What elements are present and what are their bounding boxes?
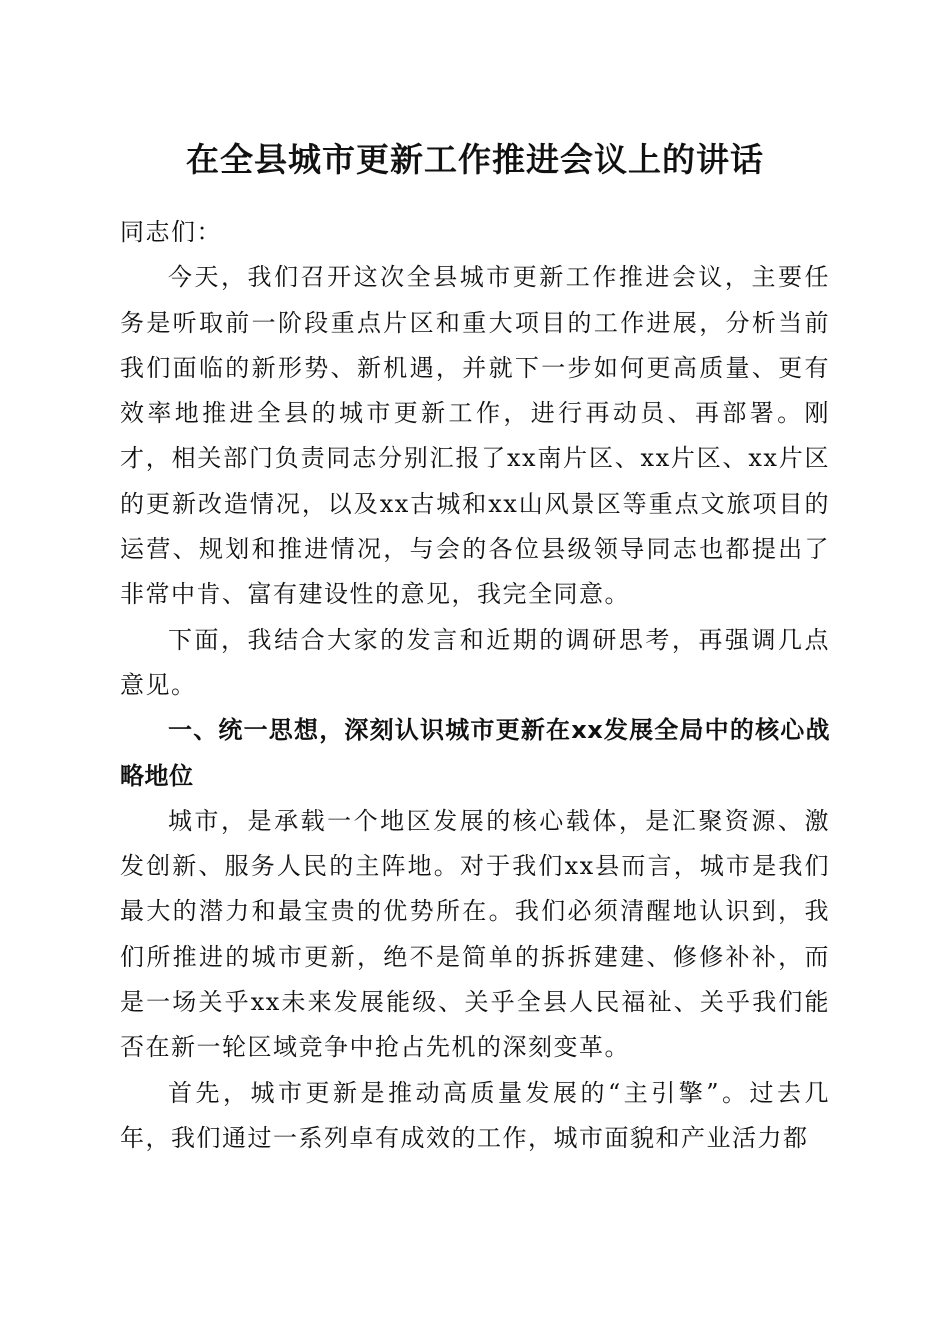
section-heading-1: 一、统一思想，深刻认识城市更新在xx发展全局中的核心战略地位 [120, 716, 830, 790]
document-page [120, 0, 830, 1161]
document-body [120, 210, 830, 1161]
document-title: 在全县城市更新工作推进会议上的讲话 [186, 140, 764, 179]
paragraph-transition: 下面，我结合大家的发言和近期的调研思考，再强调几点意见。 [120, 625, 830, 699]
paragraph-intro: 今天，我们召开这次全县城市更新工作推进会议，主要任务是听取前一阶段重点片区和重大项目的工作进展，分析当前我们面临的新形势、新机遇，并就下一步如何更高质量、更有效率地推进全县的城市更新工作，进行再动员、再部署。刚才，相关部门负责同志分别汇报了xx南片区、xx片区、xx片区的更新改造情况，以及xx古城和xx山风景区等重点文旅项目的运营、规划和推进情况，与会的各位县级领导同志也都提出了非常中肯、富有建设性的意见，我完全同意。 [120, 263, 830, 609]
paragraph-first-point: 首先，城市更新是推动高质量发展的“主引擎”。过去几年，我们通过一系列卓有成效的工作，城市面貌和产业活力都 [120, 1078, 830, 1152]
paragraph-city-role: 城市，是承载一个地区发展的核心载体，是汇聚资源、激发创新、服务人民的主阵地。对于我们xx县而言，城市是我们最大的潜力和最宝贵的优势所在。我们必须清醒地认识到，我们所推进的城市更新，绝不是简单的拆拆建建、修修补补，而是一场关乎xx未来发展能级、关乎全县人民福祉、关乎我们能否在新一轮区域竞争中抢占先机的深刻变革。 [120, 806, 830, 1062]
salutation: 同志们： [120, 218, 222, 246]
